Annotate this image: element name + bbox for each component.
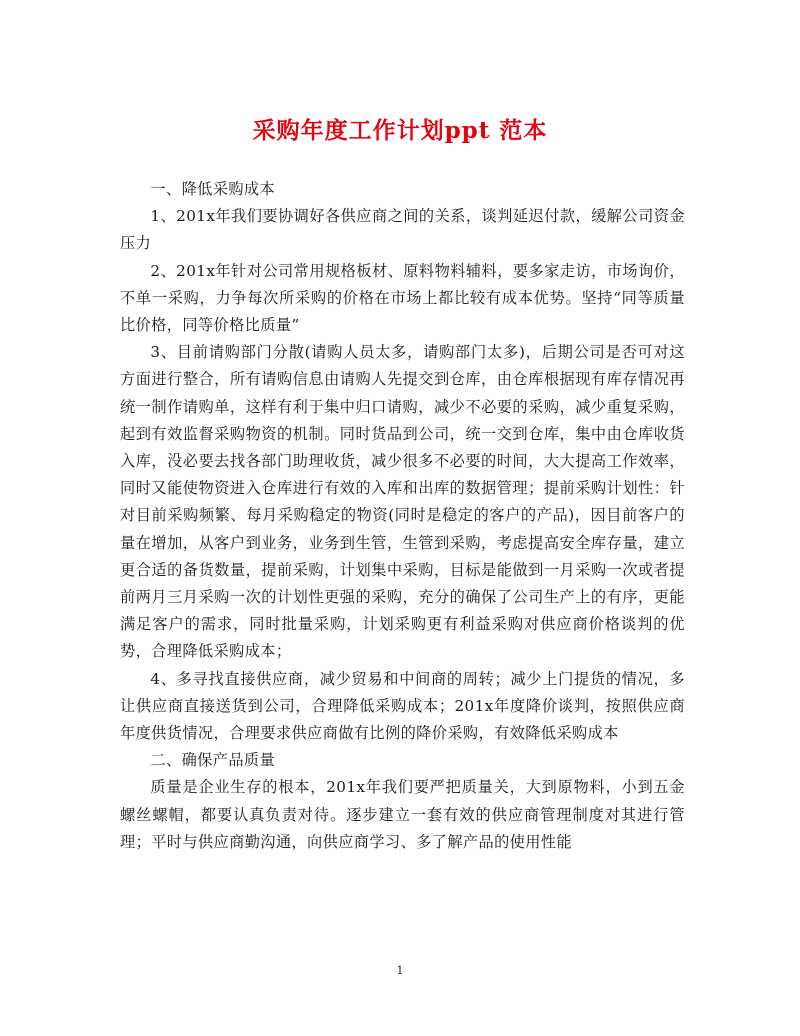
document-body — [120, 176, 685, 856]
paragraph-item-1: 1、201x年我们要协调好各供应商之间的关系，谈判延迟付款，缓解公司资金压力 — [120, 207, 685, 253]
document-title: 采购年度工作计划ppt 范本 — [252, 117, 548, 144]
paragraph-item-4: 4、多寻找直接供应商，减少贸易和中间商的周转；减少上门提货的情况，多让供应商直接送货到公司，合理降低采购成本；201x年度降价谈判，按照供应商年度供货情况，合理要求供应商做有比例的降价采购，有效降低采购成本 — [120, 669, 685, 743]
section-heading-quality: 二、确保产品质量 — [150, 751, 276, 770]
paragraph-item-2: 2、201x年针对公司常用规格板材、原料物料辅料，要多家走访，市场询价，不单一采购，力争每次所采购的价格在市场上都比较有成本优势。坚持“同等质量比价格，同等价格比质量” — [120, 261, 685, 335]
paragraph-item-3: 3、目前请购部门分散(请购人员太多，请购部门太多)，后期公司是否可对这方面进行整合，所有请购信息由请购人先提交到仓库，由仓库根据现有库存情况再统一制作请购单，这样有利于集中归口请购，减少不必要的采购，减少重复采购，起到有效监督采购物资的机制。同时货品到公司，统一交到仓库，集中由仓库收货入库，没必要去找各部门助理收货，减少很多不必要的时间，大大提高工作效率，同时又能使物资进入仓库进行有效的入库和出库的数据管理；提前采购计划性：针对目前采购频繁、每月采购稳定的物资(同时是稳定的客户的产品)，因目前客户的量在增加，从客户到业务，业务到生管，生管到采购，考虑提高安全库存量，建立更合适的备货数量，提前采购，计划集中采购，目标是能做到一月采购一次或者提前两月三月采购一次的计划性更强的采购，充分的确保了公司生产上的有序，更能满足客户的需求，同时批量采购，计划采购更有利益采购对供应商价格谈判的优势，合理降低采购成本； — [120, 343, 685, 661]
paragraph-quality: 质量是企业生存的根本，201x年我们要严把质量关，大到原物料，小到五金螺丝螺帽，都要认真负责对待。逐步建立一套有效的供应商管理制度对其进行管理；平时与供应商勤沟通，向供应商学习、多了解产品的使用性能 — [120, 778, 685, 851]
page-number: 1 — [396, 964, 404, 977]
section-heading-cost: 一、降低采购成本 — [150, 180, 276, 198]
